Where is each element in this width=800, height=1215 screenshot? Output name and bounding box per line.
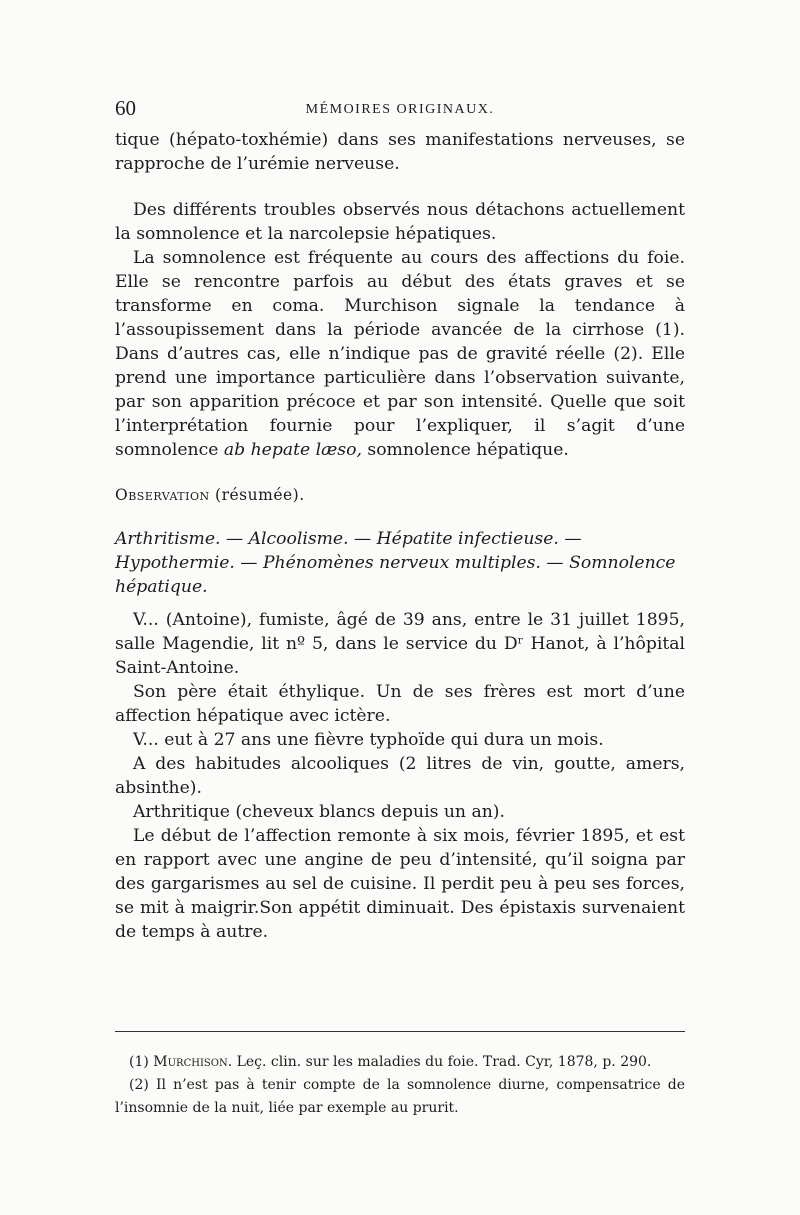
- footnote-1-mark: (1): [129, 1054, 154, 1070]
- paragraph-3: [115, 246, 685, 462]
- paragraph-4: V... (Antoine), fumiste, âgé de 39 ans, entre le 31 juillet 1895, salle Magendie, lit nº 5, dans le service du Dʳ Hanot, à l’hôpital Saint-Antoine.: [115, 610, 685, 678]
- paragraph-1: tique (hépato-toxhémie) dans ses manifestations nerveuses, se rapproche de l’urémie nerveuse.: [115, 130, 685, 174]
- observation-heading: [115, 483, 685, 507]
- paragraph-7: A des habitudes alcooliques (2 litres de vin, goutte, amers, absinthe).: [115, 754, 685, 798]
- observation-qualifier: (résumée).: [209, 486, 305, 504]
- footnote-rule: [115, 1031, 685, 1032]
- footnote-1: [115, 1051, 685, 1074]
- page-number: 60: [115, 96, 136, 120]
- observation-summary: Arthritisme. — Alcoolisme. — Hépatite infectieuse. — Hypothermie. — Phénomènes nerveux multiples. — Somnolence hépatique.: [115, 529, 676, 597]
- observation-label: Observation: [115, 486, 210, 504]
- paragraph-9: Le début de l’affection remonte à six mois, février 1895, et est en rapport avec une angine de peu d’intensité, qu’il soigna par des gargarismes au sel de cuisine. Il perdit peu à peu ses forces, se mit à maigrir.Son appétit diminuait. Des épistaxis survenaient de temps à autre.: [115, 826, 685, 942]
- footnote-2: (2) Il n’est pas à tenir compte de la somnolence diurne, compensatrice de l’insomnie de la nuit, liée par exemple au prurit.: [115, 1077, 685, 1116]
- footnote-1-author: Murchison: [153, 1054, 228, 1070]
- paragraph-3-text: La somnolence est fréquente au cours des affections du foie. Elle se rencontre parfois au début des états graves et se transforme en coma. Murchison signale la tendance à l’assoupissement dans la période avancée de la cirrhose (1). Dans d’autres cas, elle n’indique pas de gravité réelle (2). Elle prend une importance particulière dans l’observation suivante, par son apparition précoce et par son intensité. Quelle que soit l’interprétation fournie pour l’expliquer, il s’agit d’une somnolence: [115, 248, 685, 460]
- footnote-1-text: . Leç. clin. sur les maladies du foie. Trad. Cyr, 1878, p. 290.: [227, 1054, 652, 1070]
- latin-phrase: ab hepate læso,: [223, 440, 362, 460]
- footnotes: [115, 1051, 685, 1120]
- paragraph-6: V... eut à 27 ans une fièvre typhoïde qui dura un mois.: [133, 730, 604, 750]
- running-title: MÉMOIRES ORIGINAUX.: [305, 102, 495, 117]
- running-head: [115, 96, 685, 126]
- body-text: [115, 128, 685, 944]
- paragraph-5: Son père était éthylique. Un de ses frères est mort d’une affection hépatique avec ictère.: [115, 682, 685, 726]
- paragraph-3-end: somnolence hépatique.: [361, 440, 569, 460]
- paragraph-8: Arthritique (cheveux blancs depuis un an).: [133, 802, 505, 822]
- paragraph-2: Des différents troubles observés nous détachons actuellement la somnolence et la narcolepsie hépatiques.: [115, 200, 685, 244]
